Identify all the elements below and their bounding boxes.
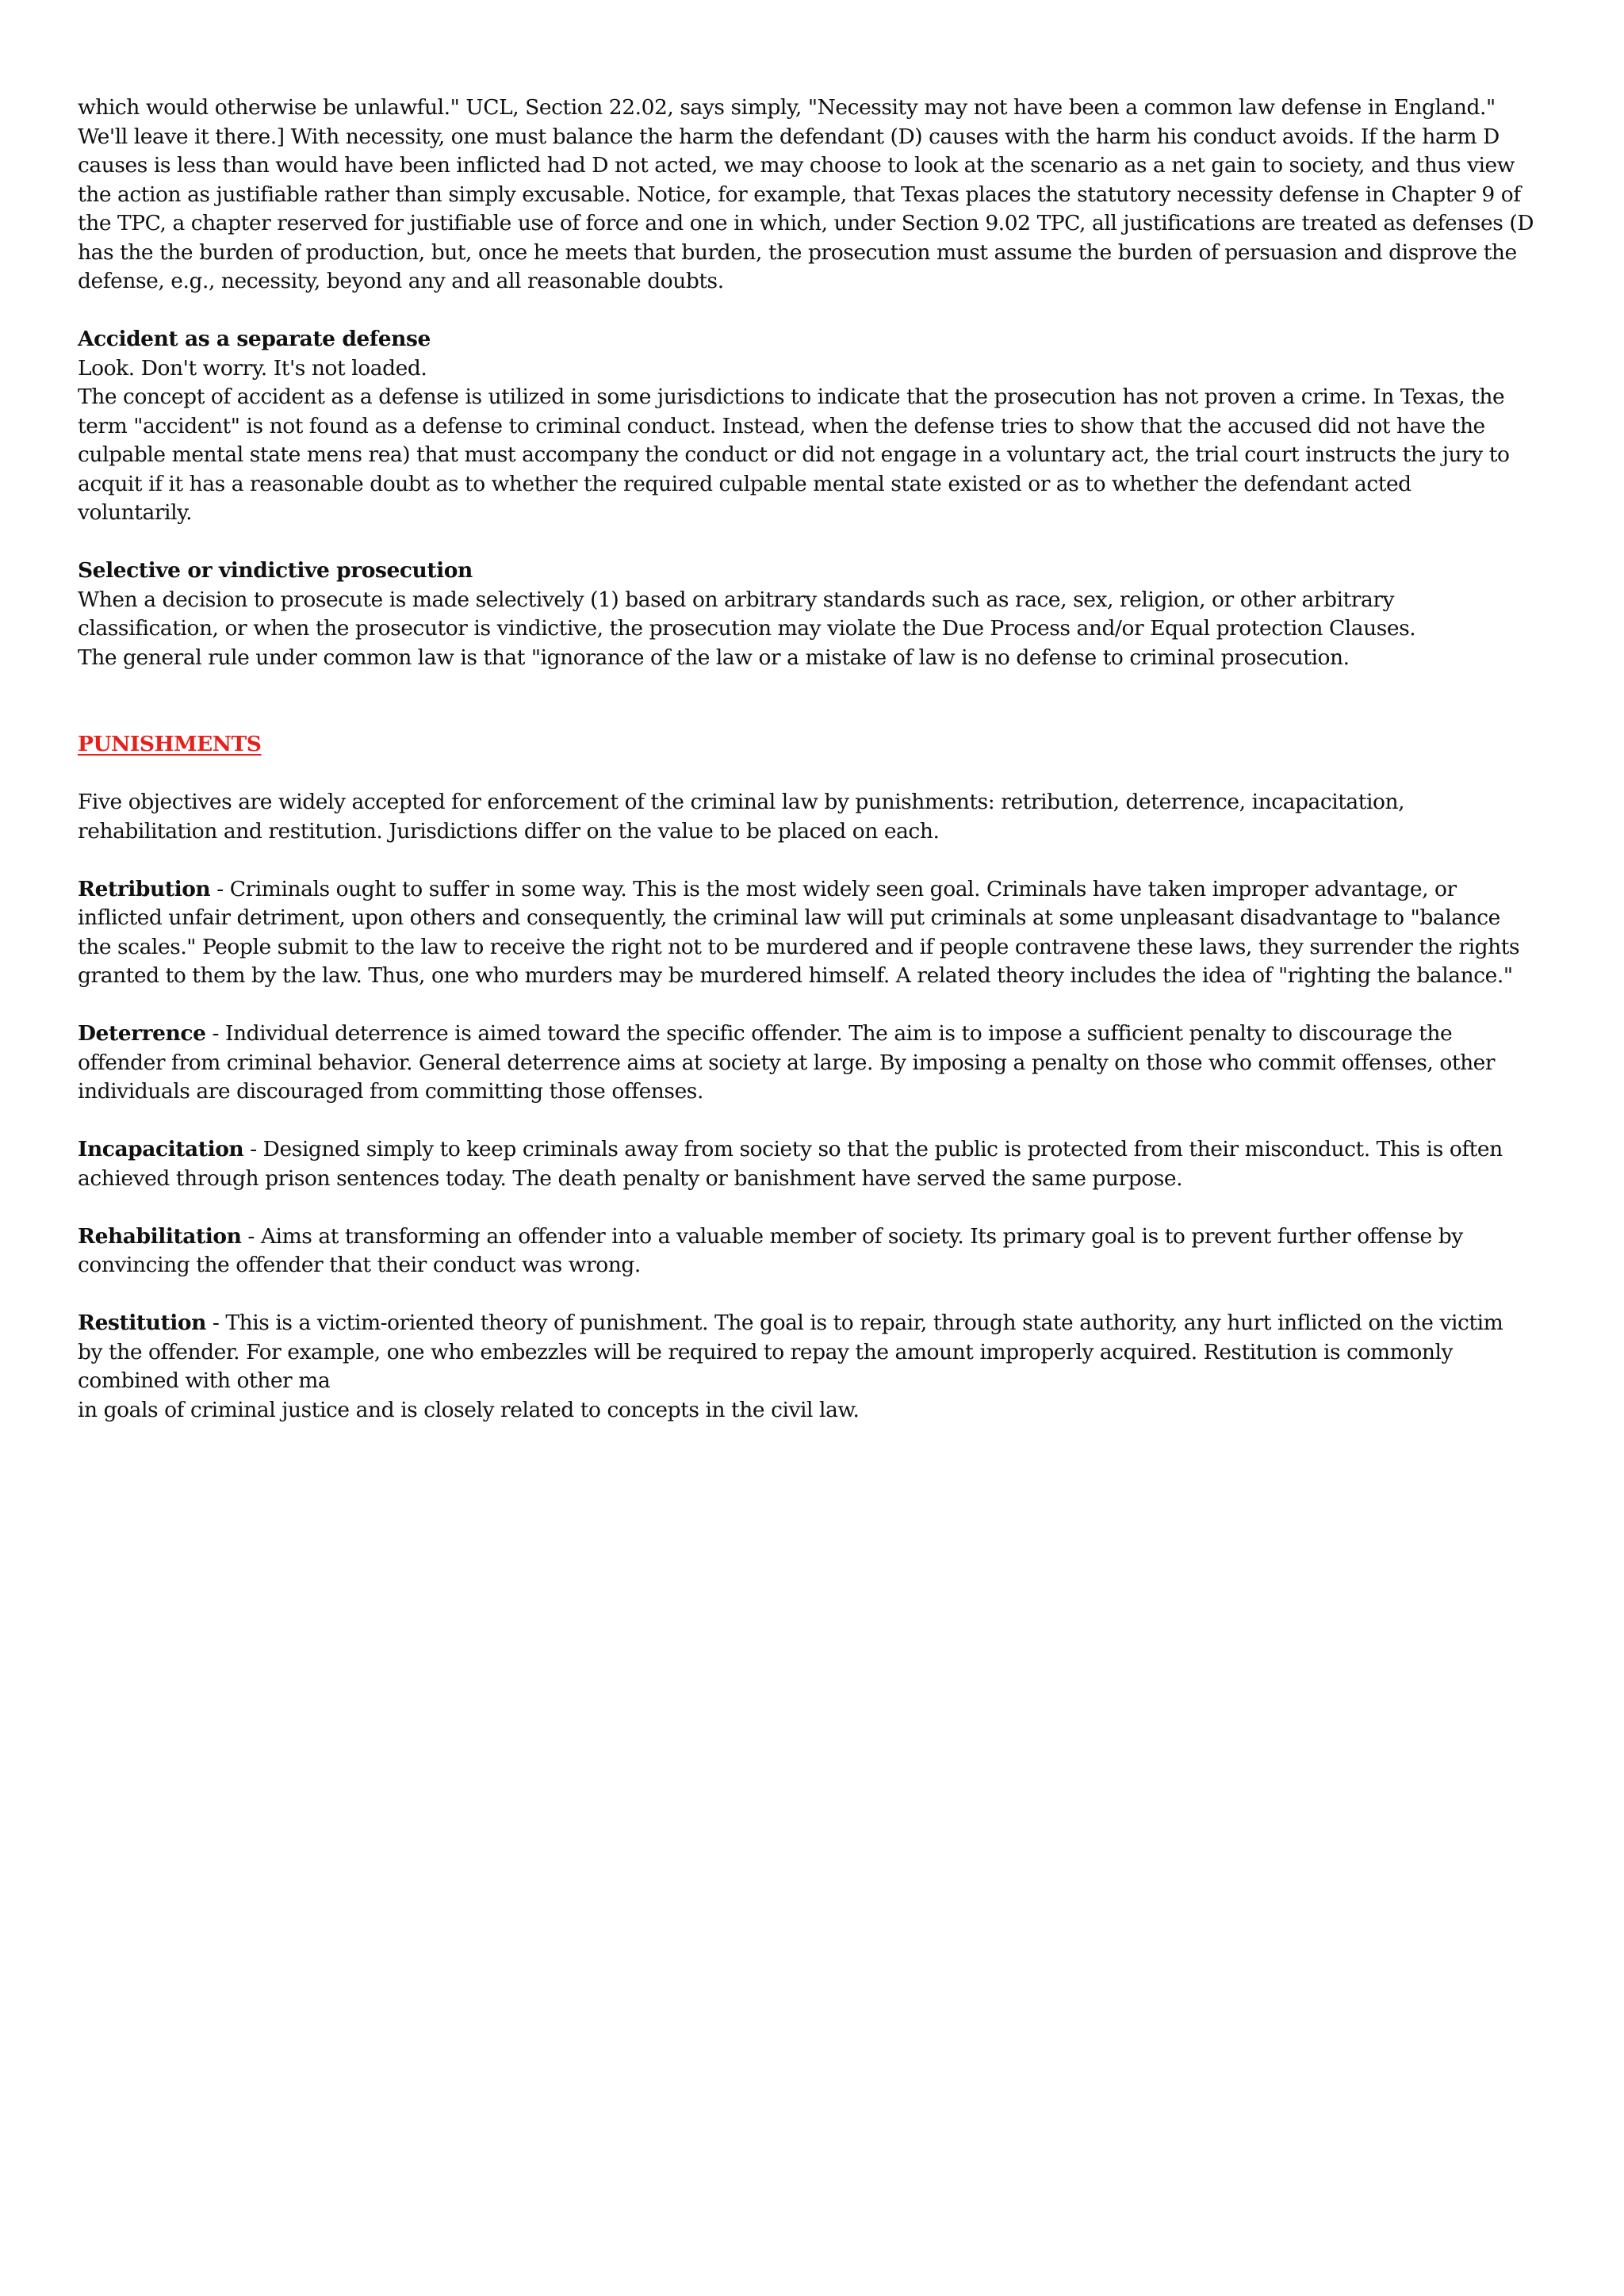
punishment-item-rehabilitation	[78, 1223, 1553, 1280]
spacer	[78, 528, 1553, 557]
text-line: acquit if it has a reasonable doubt as to whether the required culpable mental state existed or as to whether the defendant acted	[78, 471, 1411, 496]
spacer	[78, 1107, 1553, 1136]
text-line: The general rule under common law is that "ignorance of the law or a mistake of law is no defense to criminal prosecution.	[78, 645, 1350, 670]
text-line	[78, 1309, 1553, 1338]
text-line: has the the burden of production, but, once he meets that burden, the prosecution must assume the burden of persuasion and disprove the	[78, 239, 1517, 265]
term-label: Retribution	[78, 876, 211, 901]
text-line: inflicted unfair detriment, upon others and consequently, the criminal law will put criminals at some unpleasant disadvantage to "balance	[78, 905, 1500, 930]
punishments-section	[78, 730, 1553, 1425]
text-line: rehabilitation and restitution. Jurisdictions differ on the value to be placed on each.	[78, 818, 940, 844]
text-line: in goals of criminal justice and is closely related to concepts in the civil law.	[78, 1397, 860, 1422]
text-line: culpable mental state mens rea) that must accompany the conduct or did not engage in a voluntary act, the trial court instructs the jury to	[78, 442, 1510, 467]
text-line: offender from criminal behavior. General deterrence aims at society at large. By imposing a penalty on those who commit offenses, other	[78, 1050, 1496, 1075]
spacer	[78, 297, 1553, 326]
spacer	[78, 1193, 1553, 1223]
text-line: Five objectives are widely accepted for enforcement of the criminal law by punishments: retribution, deterrence, incapacitation,	[78, 790, 1405, 814]
text-line	[78, 1020, 1553, 1049]
text-line: the action as justifiable rather than simply excusable. Notice, for example, that Texas places the statutory necessity defense in Chapter 9 of	[78, 182, 1521, 207]
spacer	[78, 760, 1553, 789]
text-line: the scales." People submit to the law to receive the right not to be murdered and if people contravene these laws, they surrender the rights	[78, 934, 1520, 959]
spacer	[78, 846, 1553, 875]
accident-section	[78, 325, 1553, 528]
term-definition: - Designed simply to keep criminals away from society so that the public is protected from their misconduct. This is often	[243, 1137, 1503, 1161]
text-line: achieved through prison sentences today. The death penalty or banishment have served the same purpose.	[78, 1165, 1183, 1191]
term-definition: - Aims at transforming an offender into a valuable member of society. Its primary goal is to prevent further offense by	[241, 1223, 1463, 1249]
text-line: individuals are discouraged from committing those offenses.	[78, 1079, 703, 1104]
punishment-item-deterrence	[78, 1020, 1553, 1107]
term-definition: - Individual deterrence is aimed toward the specific offender. The aim is to impose a sufficient penalty to discourage the	[205, 1021, 1453, 1046]
text-line: classification, or when the prosecutor is vindictive, the prosecution may violate the Due Process and/or Equal protection Clauses.	[78, 616, 1416, 641]
punishment-item-retribution	[78, 875, 1553, 991]
term-label: Restitution	[78, 1311, 206, 1335]
text-line: Look. Don't worry. It's not loaded.	[78, 355, 427, 381]
term-definition: - Criminals ought to suffer in some way. This is the most widely seen goal. Criminals have taken improper advantage, or	[210, 876, 1457, 901]
punishment-item-incapacitation	[78, 1135, 1553, 1193]
text-line: the TPC, a chapter reserved for justifiable use of force and one in which, under Section 9.02 TPC, all justifications are treated as defenses (D	[78, 211, 1534, 235]
spacer	[78, 672, 1553, 730]
spacer	[78, 1280, 1553, 1310]
text-line: combined with other ma	[78, 1368, 331, 1393]
punishments-title: PUNISHMENTS	[78, 732, 262, 756]
term-label: Incapacitation	[78, 1137, 244, 1161]
text-line: which would otherwise be unlawful." UCL, Section 22.02, says simply, "Necessity may not have been a common law defense in England."	[78, 95, 1496, 120]
text-line	[78, 1223, 1553, 1252]
text-line: causes is less than would have been inflicted had D not acted, we may choose to look at the scenario as a net gain to society, and thus view	[78, 153, 1515, 178]
text-line: The concept of accident as a defense is utilized in some jurisdictions to indicate that the prosecution has not proven a crime. In Texas, the	[78, 385, 1505, 409]
document-page	[78, 94, 1553, 1425]
selective-prosecution-section	[78, 557, 1553, 672]
term-label: Deterrence	[78, 1021, 206, 1046]
term-definition: - This is a victim-oriented theory of punishment. The goal is to repair, through state authority, any hurt inflicted on the victim	[205, 1311, 1503, 1335]
text-line: We'll leave it there.] With necessity, one must balance the harm the defendant (D) causes with the harm his conduct avoids. If the harm D	[78, 124, 1500, 149]
text-line: convincing the offender that their conduct was wrong.	[78, 1253, 641, 1277]
necessity-paragraph	[78, 94, 1553, 297]
text-line	[78, 1135, 1553, 1165]
text-line: When a decision to prosecute is made selectively (1) based on arbitrary standards such as race, sex, religion, or other arbitrary	[78, 587, 1395, 612]
spacer	[78, 991, 1553, 1020]
text-line: voluntarily.	[78, 500, 193, 525]
selective-heading: Selective or vindictive prosecution	[78, 558, 473, 583]
accident-heading: Accident as a separate defense	[78, 327, 431, 351]
text-line: by the offender. For example, one who embezzles will be required to repay the amount improperly acquired. Restitution is commonly	[78, 1339, 1454, 1364]
term-label: Rehabilitation	[78, 1223, 242, 1249]
text-line: defense, e.g., necessity, beyond any and all reasonable doubts.	[78, 269, 724, 293]
text-line: term "accident" is not found as a defense to criminal conduct. Instead, when the defense tries to show that the accused did not have the	[78, 413, 1485, 438]
text-line: granted to them by the law. Thus, one who murders may be murdered himself. A related theory includes the idea of "righting the balance."	[78, 963, 1513, 988]
punishment-item-restitution	[78, 1309, 1553, 1425]
text-line	[78, 875, 1553, 905]
